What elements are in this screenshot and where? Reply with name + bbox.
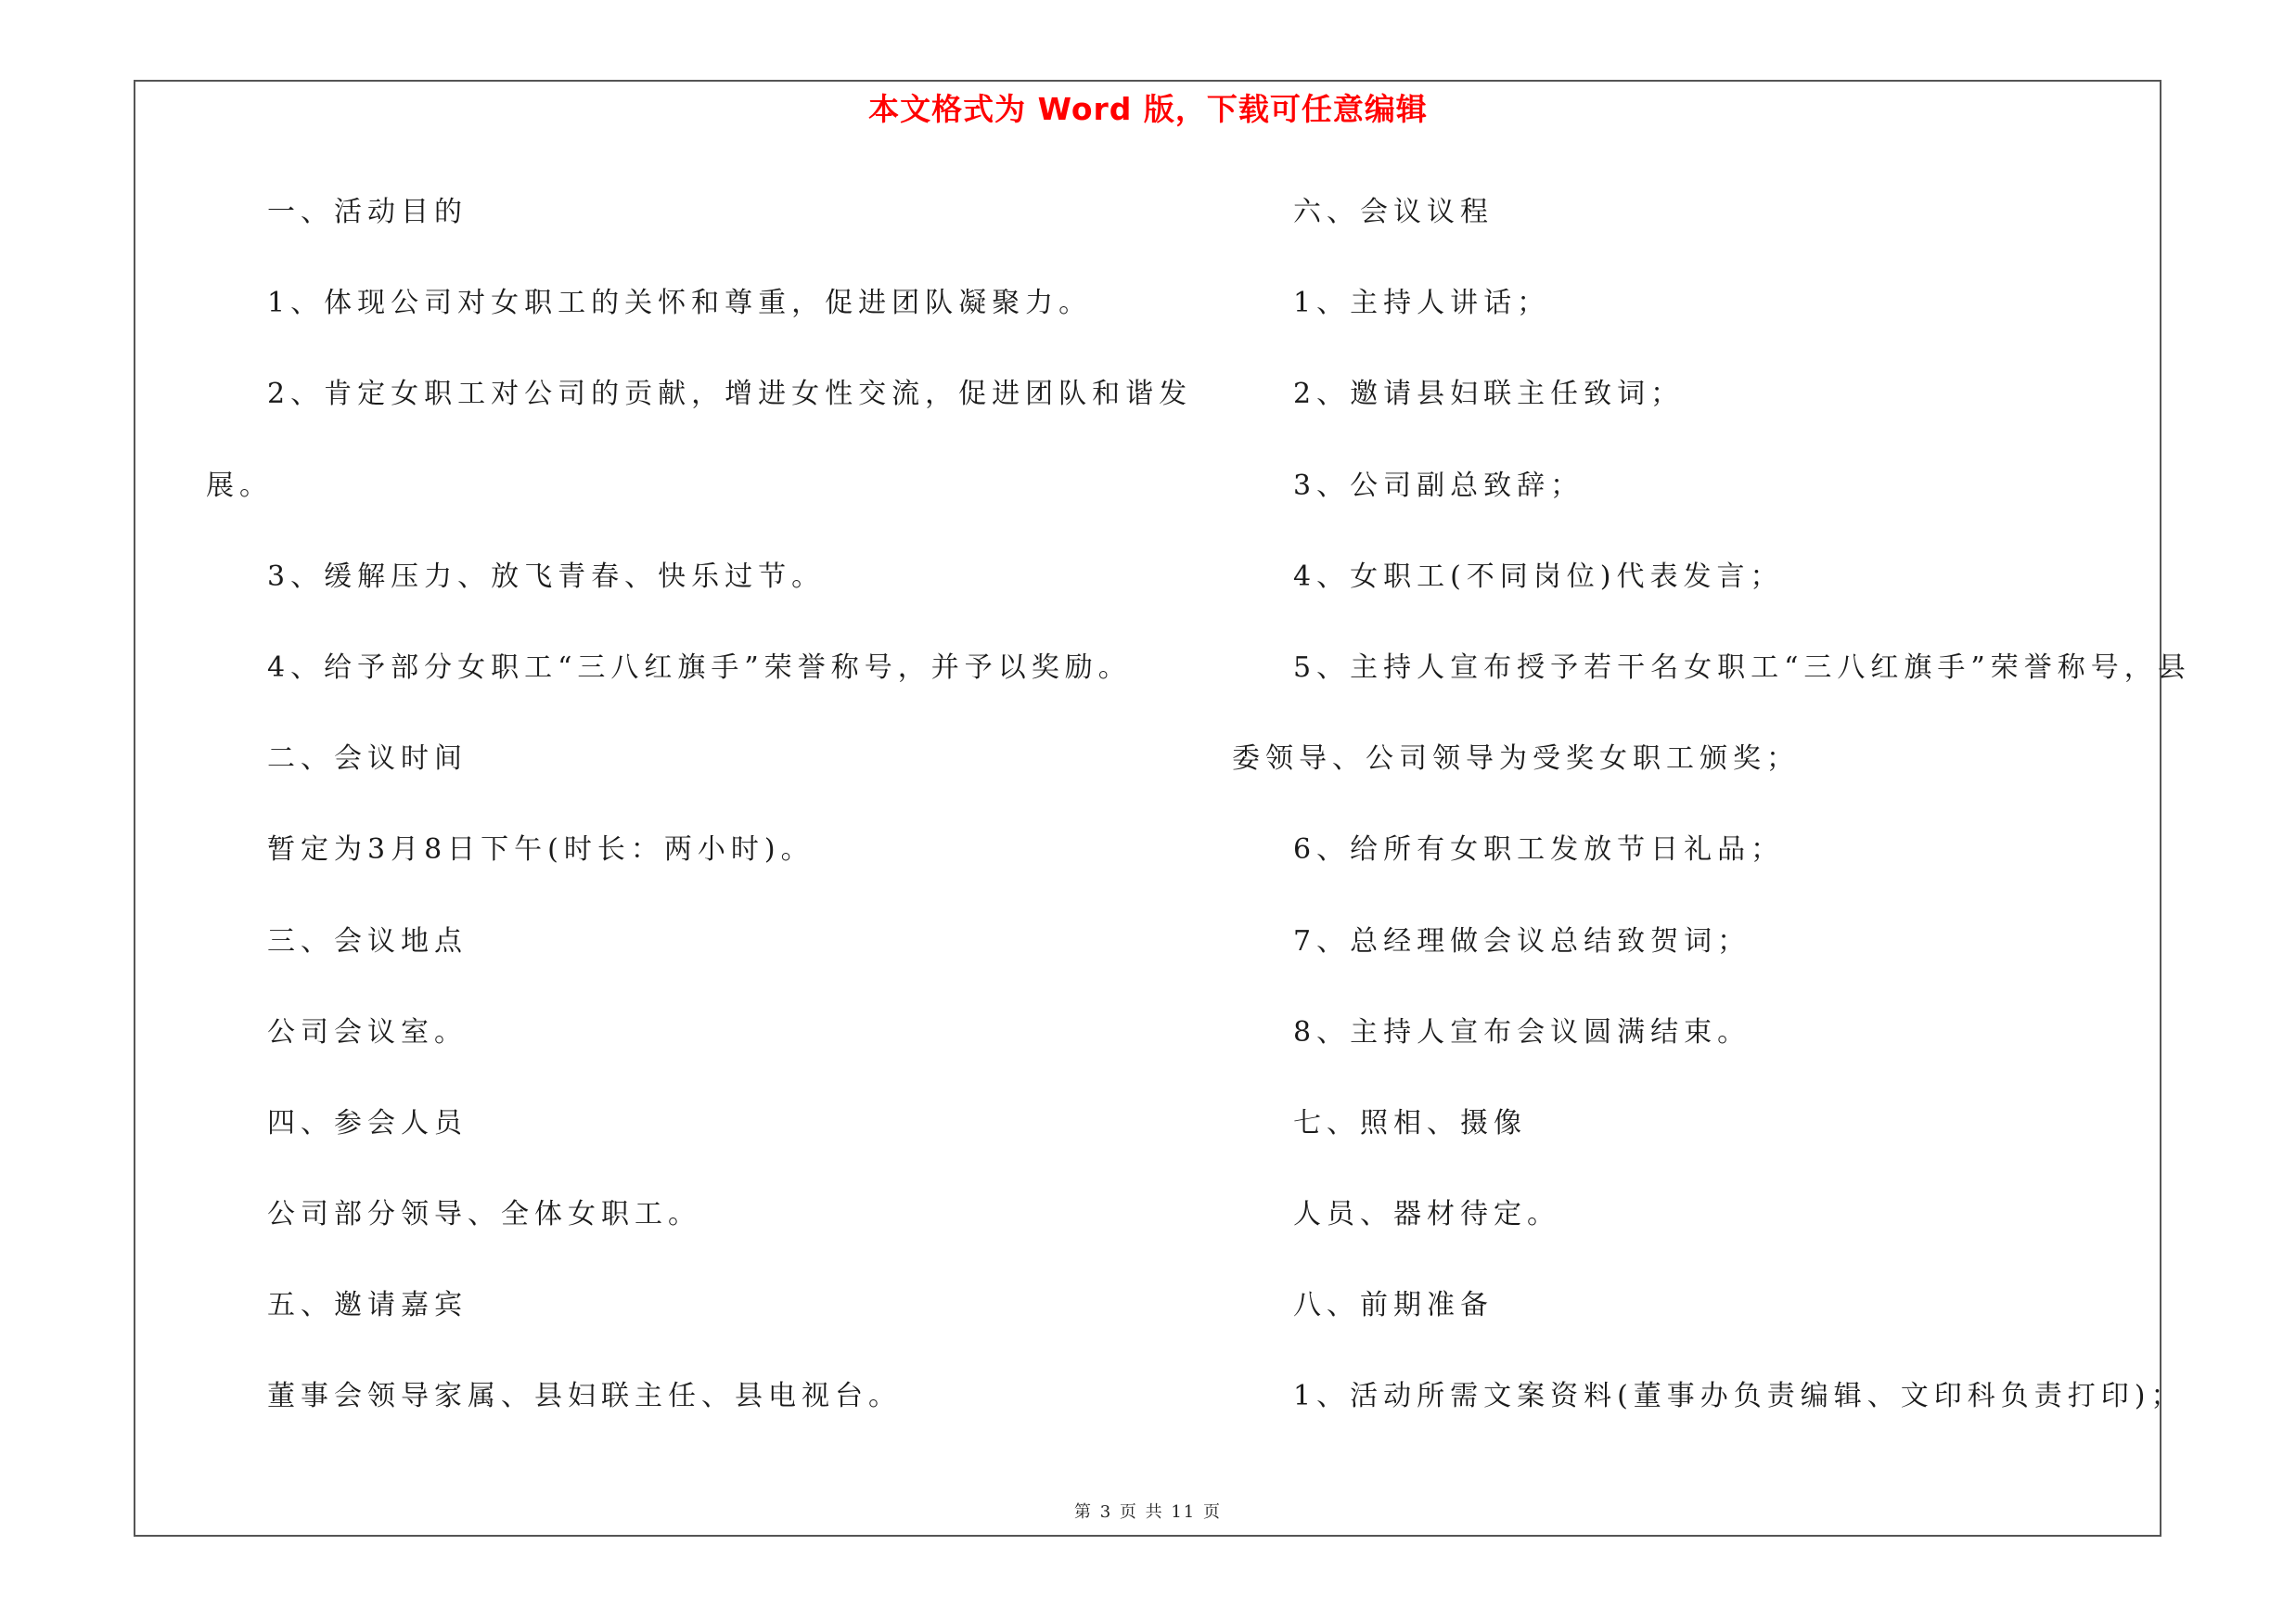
- right-text-column: [1232, 184, 2191, 1460]
- paragraph-line: 3、公司副总致辞；: [1293, 469, 1584, 502]
- paragraph-line: 暂定为3月8日下午(时长：两小时)。: [267, 833, 815, 867]
- paragraph-line: 1、活动所需文案资料(董事办负责编辑、文印科负责打印)；: [1293, 1380, 2185, 1413]
- paragraph-line: 5、主持人宣布授予若干名女职工“三八红旗手”荣誉称号，县: [1293, 650, 2191, 684]
- paragraph-line: 4、女职工(不同岗位)代表发言；: [1293, 560, 1784, 593]
- paragraph-line: 四、参会人员: [267, 1106, 468, 1140]
- paragraph-line: 委领导、公司领导为受奖女职工颁奖；: [1232, 742, 1800, 776]
- paragraph-line: 1、体现公司对女职工的关怀和尊重，促进团队凝聚力。: [267, 287, 1093, 320]
- paragraph-line: 2、邀请县妇联主任致词；: [1293, 378, 1685, 411]
- left-text-column: [206, 184, 1193, 1460]
- paragraph-line: 一、活动目的: [267, 196, 468, 228]
- paragraph-line: 二、会议时间: [267, 742, 468, 776]
- paragraph-line: 七、照相、摄像: [1293, 1106, 1527, 1140]
- paragraph-line: 3、缓解压力、放飞青春、快乐过节。: [267, 560, 826, 593]
- paragraph-line: 4、给予部分女职工“三八红旗手”荣誉称号，并予以奖励。: [267, 650, 1132, 684]
- paragraph-line: 人员、器材待定。: [1293, 1198, 1560, 1231]
- paragraph-line: 7、总经理做会议总结致贺词；: [1293, 924, 1751, 958]
- format-notice-banner: 本文格式为 Word 版，下载可任意编辑: [868, 91, 1428, 127]
- paragraph-line: 董事会领导家属、县妇联主任、县电视台。: [267, 1380, 902, 1413]
- paragraph-line: 6、给所有女职工发放节日礼品；: [1293, 833, 1785, 867]
- paragraph-line: 公司部分领导、全体女职工。: [267, 1198, 701, 1231]
- paragraph-line: 五、邀请嘉宾: [267, 1289, 468, 1322]
- page-number-footer: 第 3 页 共 11 页: [1074, 1502, 1222, 1522]
- paragraph-line: 三、会议地点: [267, 924, 468, 958]
- paragraph-line: 2、肯定女职工对公司的贡献，增进女性交流，促进团队和谐发: [267, 378, 1193, 411]
- paragraph-line: 八、前期准备: [1293, 1289, 1494, 1322]
- paragraph-line: 展。: [206, 469, 273, 502]
- paragraph-line: 1、主持人讲话；: [1293, 287, 1551, 320]
- paragraph-line: 公司会议室。: [267, 1015, 468, 1049]
- paragraph-line: 六、会议议程: [1293, 196, 1494, 228]
- paragraph-line: 8、主持人宣布会议圆满结束。: [1293, 1015, 1751, 1049]
